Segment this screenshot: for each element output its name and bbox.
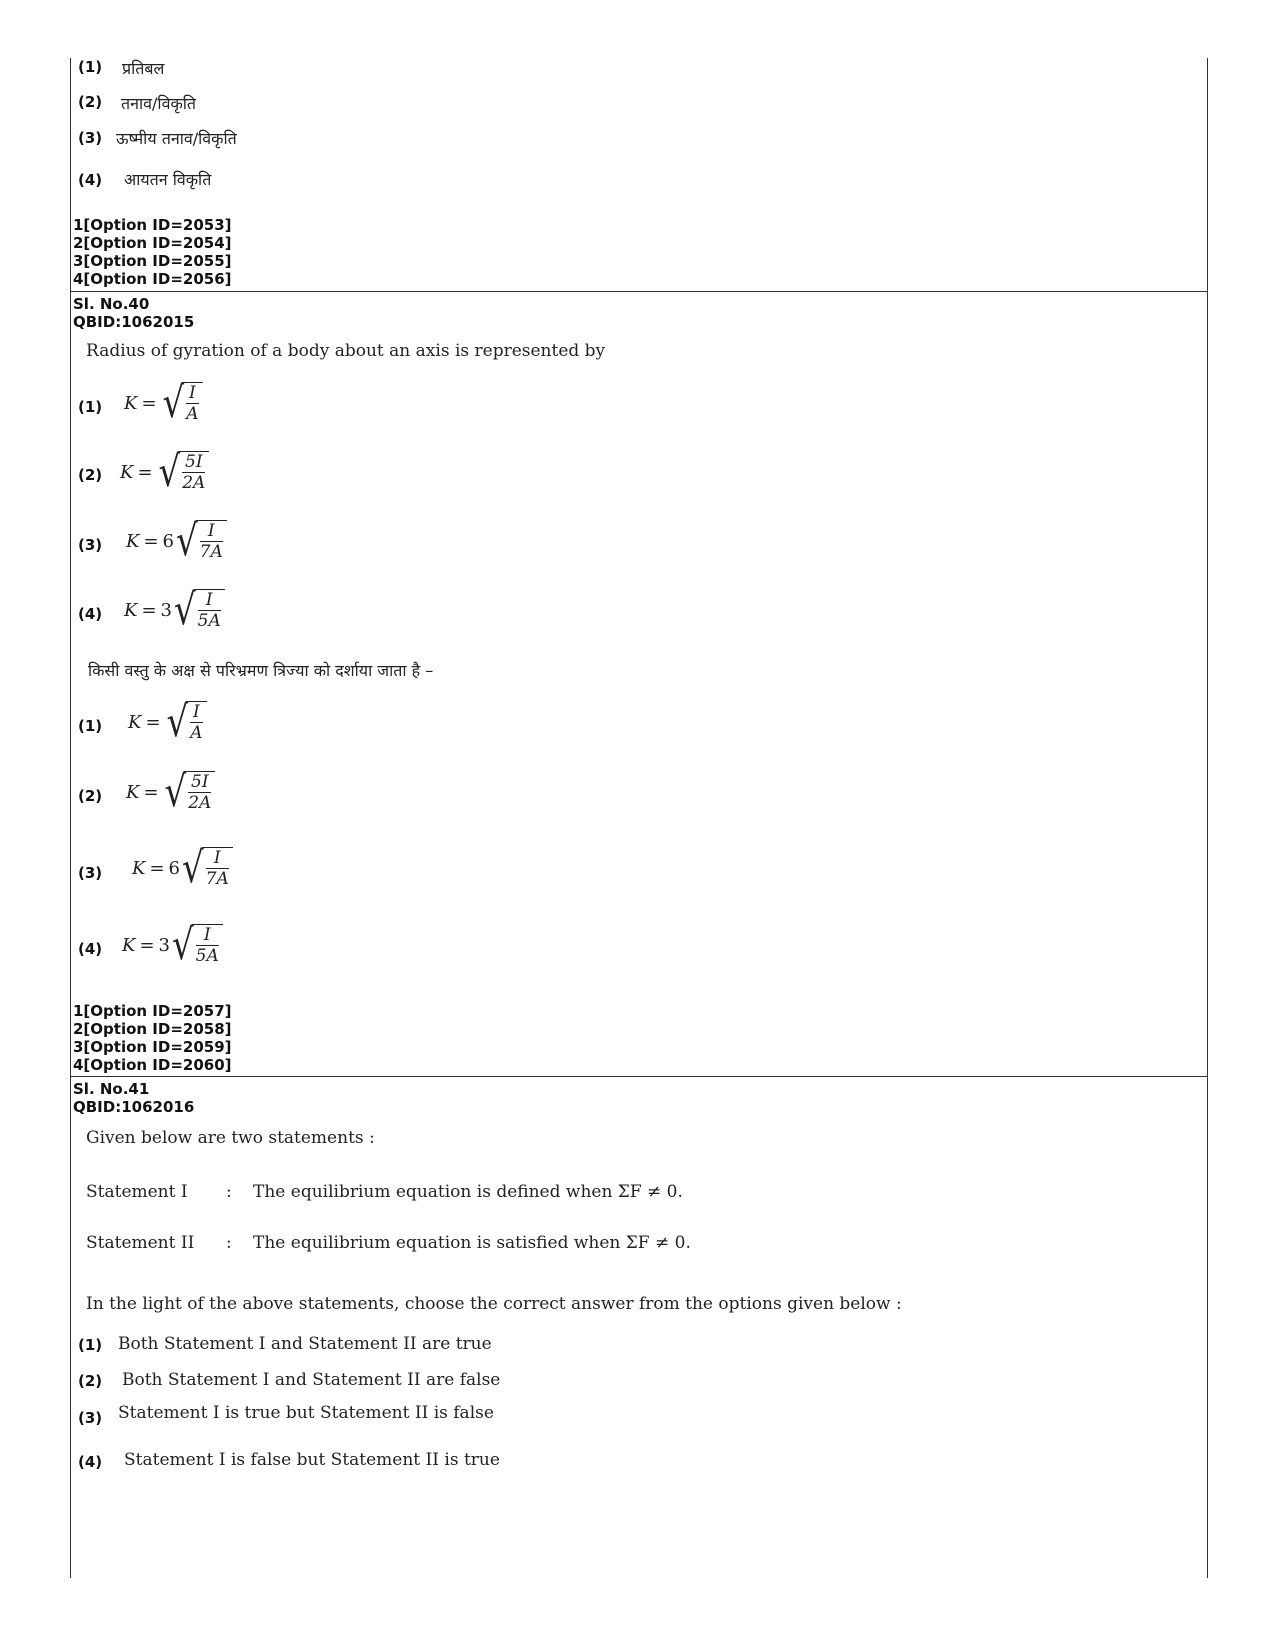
option-number: (3) xyxy=(78,536,103,554)
statement-label: Statement I xyxy=(86,1182,188,1202)
formula-denominator: 2A xyxy=(182,473,206,493)
formula-denominator: 2A xyxy=(188,793,212,813)
option-text: Statement I is false but Statement II is true xyxy=(124,1450,500,1470)
option-number: (3) xyxy=(78,864,103,882)
formula-denominator: 5A xyxy=(197,611,221,631)
formula-numerator: I xyxy=(193,702,200,722)
option-id-list xyxy=(73,216,232,288)
formula: K = 3 √ $\frac{I}{5A}$ xyxy=(124,589,225,631)
option-text: Statement I is true but Statement II is false xyxy=(118,1403,494,1423)
qbid: QBID:1062015 xyxy=(73,313,195,331)
formula-lhs: K xyxy=(126,530,140,552)
formula-lhs: K xyxy=(120,461,134,483)
formula-numerator: I xyxy=(189,383,196,403)
question-header xyxy=(73,295,194,331)
option-text: Both Statement I and Statement II are false xyxy=(122,1370,501,1390)
option-number: (1) xyxy=(78,1336,103,1354)
option-number: (1) xyxy=(78,398,103,416)
formula-lhs: K xyxy=(124,392,138,414)
option-number: (2) xyxy=(78,93,103,111)
formula: K = 6 √ $\frac{I}{7A}$ xyxy=(132,847,233,889)
qbid: QBID:1062016 xyxy=(73,1098,195,1116)
formula-lhs: K xyxy=(128,711,142,733)
option-number: (3) xyxy=(78,1409,103,1427)
question-intro: Given below are two statements : xyxy=(86,1128,375,1148)
question-header xyxy=(73,1080,194,1116)
option-id-list xyxy=(73,1002,232,1074)
option-id: 4[Option ID=2056] xyxy=(73,270,232,288)
option-number: (4) xyxy=(78,940,103,958)
formula-numerator: I xyxy=(205,590,213,610)
question-divider xyxy=(70,291,1208,292)
question-text: Radius of gyration of a body about an axis is represented by xyxy=(86,341,606,361)
option-id: 3[Option ID=2059] xyxy=(73,1038,232,1056)
formula-numerator: 5I xyxy=(185,452,203,472)
formula-coefficient: 3 xyxy=(158,934,170,956)
option-number: (4) xyxy=(78,1453,103,1471)
formula-numerator: I xyxy=(203,925,211,945)
option-number: (2) xyxy=(78,787,103,805)
question-instruction: In the light of the above statements, choose the correct answer from the options given below : xyxy=(86,1294,902,1314)
option-text: Both Statement I and Statement II are true xyxy=(118,1334,492,1354)
formula: K = 6 √ $\frac{I}{7A}$ xyxy=(126,520,227,562)
option-number: (2) xyxy=(78,466,103,484)
formula: K = √ $\frac{5I}{2A}$ xyxy=(126,771,215,813)
option-id: 2[Option ID=2054] xyxy=(73,234,232,252)
formula-numerator: I xyxy=(213,848,221,868)
option-id: 3[Option ID=2055] xyxy=(73,252,232,270)
option-number: (4) xyxy=(78,605,103,623)
formula-denominator: 7A xyxy=(199,542,223,562)
statement-separator: : xyxy=(226,1233,232,1253)
formula-numerator: I xyxy=(207,521,215,541)
option-id: 1[Option ID=2053] xyxy=(73,216,232,234)
question-divider xyxy=(70,1076,1208,1077)
formula-coefficient: 3 xyxy=(160,599,172,621)
formula-denominator: A xyxy=(186,404,199,424)
option-id: 1[Option ID=2057] xyxy=(73,1002,232,1020)
formula: K = 3 √ $\frac{I}{5A}$ xyxy=(122,924,223,966)
serial-number: Sl. No.41 xyxy=(73,1080,150,1098)
option-text: ऊष्मीय तनाव/विकृति xyxy=(116,129,237,148)
statement-label: Statement II xyxy=(86,1233,195,1253)
formula: K = √ $\frac{I}{A}$ xyxy=(124,382,203,424)
statement-text: The equilibrium equation is satisfied when ΣF ≠ 0. xyxy=(253,1233,691,1253)
formula: K = √ $\frac{I}{A}$ xyxy=(128,701,207,743)
formula-numerator: 5I xyxy=(191,772,209,792)
serial-number: Sl. No.40 xyxy=(73,295,150,313)
formula-denominator: 7A xyxy=(205,869,229,889)
option-number: (2) xyxy=(78,1372,103,1390)
option-text: तनाव/विकृति xyxy=(121,94,197,113)
formula-denominator: 5A xyxy=(195,946,219,966)
statement-text: The equilibrium equation is defined when ΣF ≠ 0. xyxy=(253,1182,683,1202)
option-text: प्रतिबल xyxy=(122,59,165,78)
option-text: आयतन विकृति xyxy=(124,170,212,189)
formula-lhs: K xyxy=(126,781,140,803)
option-id: 4[Option ID=2060] xyxy=(73,1056,232,1074)
option-id: 2[Option ID=2058] xyxy=(73,1020,232,1038)
question-text-hindi: किसी वस्तु के अक्ष से परिभ्रमण त्रिज्या को दर्शाया जाता है – xyxy=(88,661,434,680)
formula-lhs: K xyxy=(124,599,138,621)
formula-coefficient: 6 xyxy=(168,857,180,879)
formula-coefficient: 6 xyxy=(162,530,174,552)
option-number: (4) xyxy=(78,171,103,189)
formula: K = √ $\frac{5I}{2A}$ xyxy=(120,451,209,493)
option-number: (3) xyxy=(78,129,103,147)
option-number: (1) xyxy=(78,58,103,76)
formula-denominator: A xyxy=(190,723,203,743)
formula-lhs: K xyxy=(122,934,136,956)
formula-lhs: K xyxy=(132,857,146,879)
statement-separator: : xyxy=(226,1182,232,1202)
option-number: (1) xyxy=(78,717,103,735)
